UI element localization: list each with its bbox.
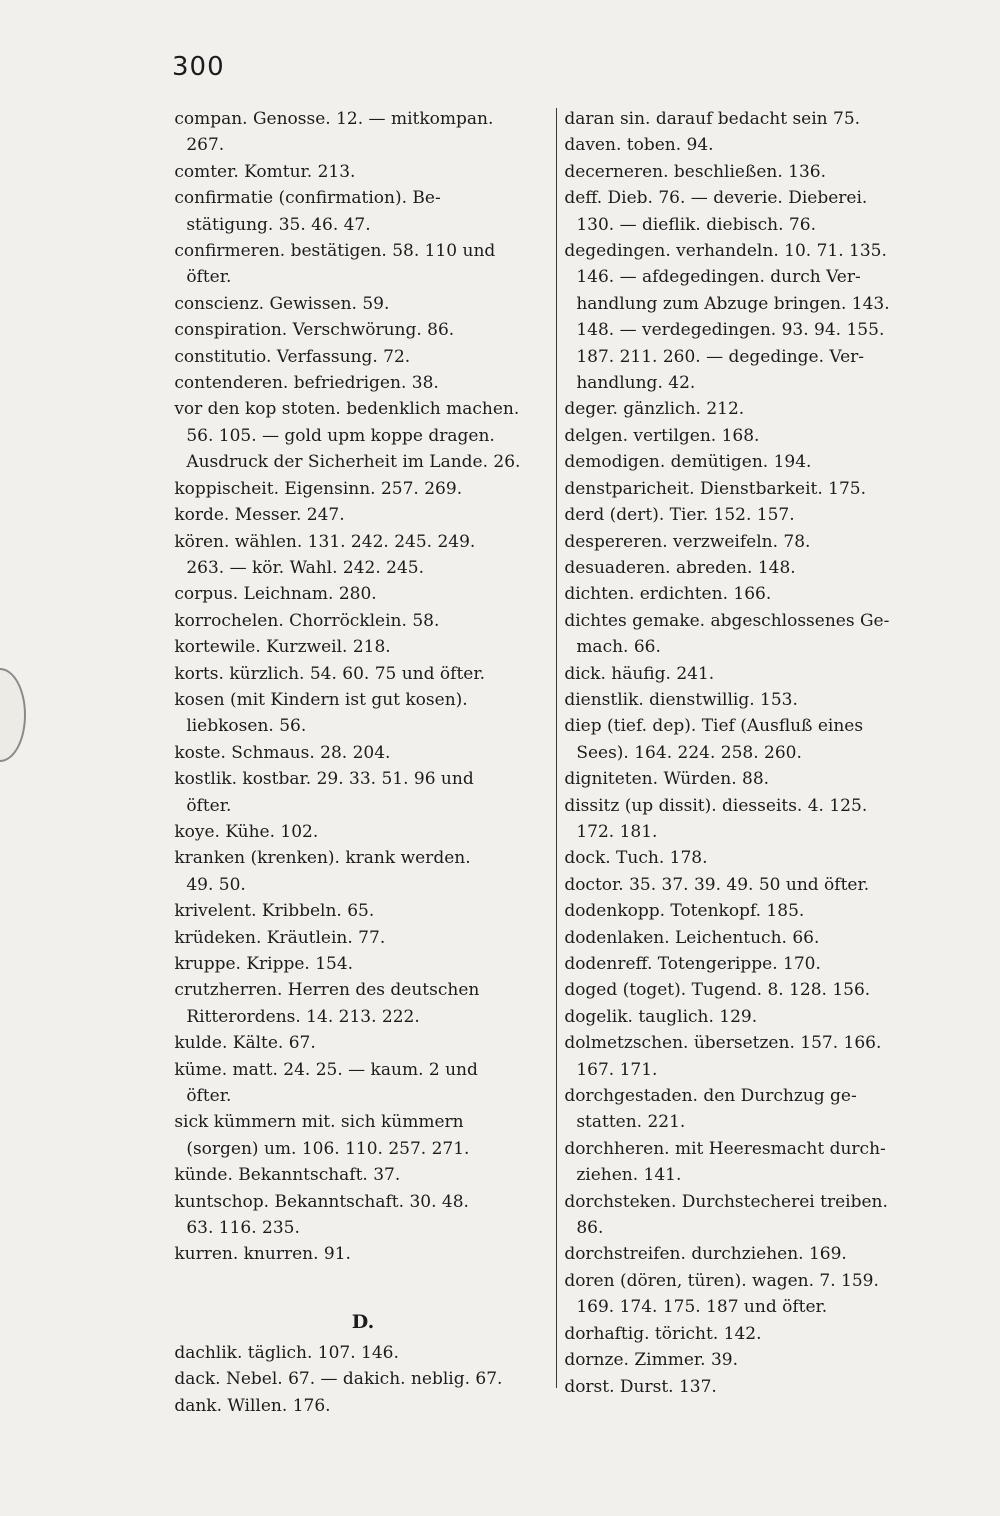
glossary-entry: [566, 872, 944, 898]
glossary-entry: [566, 925, 944, 951]
entry-line: dornze. Zimmer. 39.: [564, 1350, 738, 1371]
entry-line: dorst. Durst. 137.: [564, 1376, 717, 1397]
binding-hole: [0, 668, 26, 762]
entry-continuation: 146. — afdegedingen. durch Ver-: [576, 267, 861, 288]
entry-line: deger. gänzlich. 212.: [564, 399, 745, 420]
entry-continuation: liebkosen. 56.: [186, 716, 307, 737]
entry-line: koye. Kühe. 102.: [174, 821, 319, 842]
glossary-entry: [176, 1340, 550, 1366]
glossary-entry: [566, 159, 944, 185]
glossary-entry: [176, 819, 550, 845]
glossary-entry: [566, 608, 944, 661]
glossary-entry: [566, 898, 944, 924]
entry-continuation: stätigung. 35. 46. 47.: [186, 214, 371, 235]
entry-line: korts. kürzlich. 54. 60. 75 und öfter.: [174, 663, 486, 684]
glossary-entry: [566, 423, 944, 449]
entry-line: korrochelen. Chorröcklein. 58.: [174, 610, 440, 631]
entry-line: dorhaftig. töricht. 142.: [564, 1323, 762, 1344]
entry-line: confirmatie (confirmation). Be-: [174, 188, 441, 209]
entry-line: krivelent. Kribbeln. 65.: [174, 901, 375, 922]
entry-line: crutzherren. Herren des deutschen: [174, 980, 480, 1001]
entry-continuation: handlung zum Abzuge bringen. 143.: [576, 293, 890, 314]
column-divider: [556, 108, 557, 1388]
glossary-entry: [566, 502, 944, 528]
entry-line: derd (dert). Tier. 152. 157.: [564, 505, 795, 526]
entry-line: koppischeit. Eigensinn. 257. 269.: [174, 478, 463, 499]
entry-continuation: ziehen. 141.: [576, 1165, 682, 1186]
entry-line: despereren. verzweifeln. 78.: [564, 531, 811, 552]
entry-continuation: Sees). 164. 224. 258. 260.: [576, 742, 802, 763]
entry-continuation: öfter.: [186, 795, 232, 816]
entry-line: dichten. erdichten. 166.: [564, 584, 772, 605]
entry-line: kurren. knurren. 91.: [174, 1244, 351, 1265]
entry-continuation: öfter.: [186, 267, 232, 288]
entry-line: degedingen. verhandeln. 10. 71. 135.: [564, 241, 887, 262]
entry-continuation: 148. — verdegedingen. 93. 94. 155.: [576, 320, 885, 341]
glossary-entry: [176, 687, 550, 740]
glossary-entry: [566, 396, 944, 422]
section-letter-heading: D.: [351, 1310, 375, 1333]
entry-continuation: handlung. 42.: [576, 373, 696, 394]
glossary-entry: [566, 476, 944, 502]
glossary-entry: [566, 1189, 944, 1242]
glossary-entry: [176, 977, 550, 1030]
entry-line: küme. matt. 24. 25. — kaum. 2 und: [174, 1059, 478, 1080]
entry-line: dolmetzschen. übersetzen. 157. 166.: [564, 1033, 882, 1054]
entry-line: daran sin. darauf bedacht sein 75.: [564, 109, 861, 129]
entry-line: deff. Dieb. 76. — deverie. Dieberei.: [564, 188, 868, 209]
entry-continuation: 172. 181.: [576, 821, 658, 842]
glossary-entry: [176, 1366, 550, 1392]
glossary-entry: [176, 925, 550, 951]
glossary-entry: [566, 1321, 944, 1347]
glossary-entry: [566, 555, 944, 581]
glossary-entry: [176, 291, 550, 317]
entry-line: dorchheren. mit Heeresmacht durch-: [564, 1138, 886, 1159]
glossary-entry: [566, 713, 944, 766]
entry-line: korde. Messer. 247.: [174, 505, 345, 526]
glossary-entry: [176, 317, 550, 343]
entry-line: kranken (krenken). krank werden.: [174, 848, 471, 869]
glossary-entry: [176, 396, 550, 475]
glossary-entry: [566, 1347, 944, 1373]
glossary-entry: [176, 581, 550, 607]
glossary-entry: [176, 159, 550, 185]
entry-line: conscienz. Gewissen. 59.: [174, 293, 390, 314]
entry-continuation: 169. 174. 175. 187 und öfter.: [576, 1297, 828, 1318]
glossary-entry: [176, 476, 550, 502]
glossary-entry: [566, 1268, 944, 1321]
glossary-entry: [176, 1162, 550, 1188]
glossary-entry: [176, 529, 550, 582]
entry-line: vor den kop stoten. bedenklich machen.: [174, 399, 520, 420]
entry-continuation: 56. 105. — gold upm koppe dragen.: [186, 425, 495, 446]
entry-continuation: (sorgen) um. 106. 110. 257. 271.: [186, 1138, 470, 1159]
glossary-entry: [566, 845, 944, 871]
entry-line: dorchsteken. Durchstecherei treiben.: [564, 1191, 888, 1212]
entry-line: dichtes gemake. abgeschlossenes Ge-: [564, 610, 890, 631]
entry-line: dock. Tuch. 178.: [564, 848, 708, 869]
entry-line: dorchstreifen. durchziehen. 169.: [564, 1244, 847, 1265]
glossary-entry: [566, 529, 944, 555]
glossary-entry: [176, 951, 550, 977]
glossary-entry: [566, 687, 944, 713]
entry-line: delgen. vertilgen. 168.: [564, 425, 760, 446]
entry-line: dienstlik. dienstwillig. 153.: [564, 689, 798, 710]
entry-line: dank. Willen. 176.: [174, 1395, 331, 1416]
entry-line: doren (dören, türen). wagen. 7. 159.: [564, 1270, 879, 1291]
entry-line: dick. häufig. 241.: [564, 663, 715, 684]
entry-line: dodenkopp. Totenkopf. 185.: [564, 901, 805, 922]
entry-line: kulde. Kälte. 67.: [174, 1033, 316, 1054]
glossary-entry: [566, 1030, 944, 1083]
entry-line: corpus. Leichnam. 280.: [174, 584, 377, 605]
glossary-entry: [176, 740, 550, 766]
glossary-entry: [566, 185, 944, 238]
entry-line: denstparicheit. Dienstbarkeit. 175.: [564, 478, 867, 499]
glossary-entry: [176, 1393, 550, 1419]
left-column: [176, 106, 550, 1419]
entry-line: decerneren. beschließen. 136.: [564, 161, 827, 182]
entry-line: compan. Genosse. 12. — mitkompan.: [174, 109, 494, 129]
entry-line: krüdeken. Kräutlein. 77.: [174, 927, 386, 948]
entry-line: kostlik. kostbar. 29. 33. 51. 96 und: [174, 769, 474, 790]
glossary-entry: [176, 370, 550, 396]
glossary-entry: [176, 1189, 550, 1242]
entry-line: digniteten. Würden. 88.: [564, 769, 770, 790]
entry-line: dodenreff. Totengerippe. 170.: [564, 954, 821, 974]
entry-line: dodenlaken. Leichentuch. 66.: [564, 927, 820, 948]
glossary-entry: [176, 106, 550, 159]
glossary-entry: [566, 238, 944, 396]
glossary-entry: [176, 661, 550, 687]
glossary-entry: [176, 898, 550, 924]
entry-line: kören. wählen. 131. 242. 245. 249.: [174, 531, 476, 552]
glossary-entry: [176, 845, 550, 898]
entry-line: contenderen. befriedrigen. 38.: [174, 373, 439, 394]
entry-line: conspiration. Verschwörung. 86.: [174, 320, 455, 341]
glossary-entry: [566, 661, 944, 687]
entry-continuation: mach. 66.: [576, 637, 661, 658]
glossary-entry: [176, 185, 550, 238]
glossary-entry: [566, 1374, 944, 1400]
entry-line: dorchgestaden. den Durchzug ge-: [564, 1086, 857, 1107]
glossary-entry: [566, 1083, 944, 1136]
entry-line: confirmeren. bestätigen. 58. 110 und: [174, 241, 496, 262]
entry-continuation: 263. — kör. Wahl. 242. 245.: [186, 557, 425, 578]
glossary-entry: [566, 766, 944, 792]
entry-continuation: Ausdruck der Sicherheit im Lande. 26.: [186, 452, 521, 473]
glossary-entry: [566, 1241, 944, 1267]
glossary-entry: [566, 106, 944, 132]
entry-line: desuaderen. abreden. 148.: [564, 557, 796, 578]
glossary-entry: [176, 634, 550, 660]
entry-line: sick kümmern mit. sich kümmern: [174, 1112, 464, 1133]
entry-line: doged (toget). Tugend. 8. 128. 156.: [564, 980, 871, 1001]
entry-continuation: 86.: [576, 1218, 604, 1239]
entry-line: dack. Nebel. 67. — dakich. neblig. 67.: [174, 1369, 503, 1390]
glossary-entry: [566, 449, 944, 475]
glossary-entry: [176, 344, 550, 370]
entry-line: constitutio. Verfassung. 72.: [174, 346, 411, 367]
entry-line: dachlik. täglich. 107. 146.: [174, 1342, 399, 1363]
entry-continuation: 167. 171.: [576, 1059, 658, 1080]
glossary-entry: [176, 608, 550, 634]
glossary-entry: [176, 502, 550, 528]
glossary-entry: [176, 1241, 550, 1267]
entry-continuation: 267.: [186, 135, 225, 156]
entry-line: koste. Schmaus. 28. 204.: [174, 742, 391, 763]
glossary-entry: [176, 238, 550, 291]
entry-line: demodigen. demütigen. 194.: [564, 452, 812, 473]
glossary-entry: [566, 951, 944, 977]
entry-line: kosen (mit Kindern ist gut kosen).: [174, 689, 468, 710]
glossary-entry: [566, 1004, 944, 1030]
entry-continuation: Ritterordens. 14. 213. 222.: [186, 1006, 420, 1027]
entry-continuation: öfter.: [186, 1086, 232, 1107]
entry-line: kruppe. Krippe. 154.: [174, 954, 354, 974]
entry-continuation: 187. 211. 260. — degedinge. Ver-: [576, 346, 865, 367]
glossary-entry: [566, 1136, 944, 1189]
entry-continuation: 63. 116. 235.: [186, 1218, 300, 1239]
entry-line: kortewile. Kurzweil. 218.: [174, 637, 391, 658]
entry-line: diep (tief. dep). Tief (Ausfluß eines: [564, 716, 864, 737]
glossary-entry: [176, 1109, 550, 1162]
glossary-entry: [176, 766, 550, 819]
glossary-entry: [176, 1030, 550, 1056]
entry-line: doctor. 35. 37. 39. 49. 50 und öfter.: [564, 874, 870, 895]
entry-line: dogelik. tauglich. 129.: [564, 1006, 758, 1027]
entry-line: kuntschop. Bekanntschaft. 30. 48.: [174, 1191, 469, 1212]
glossary-entry: [566, 581, 944, 607]
right-column: [566, 106, 944, 1400]
entry-continuation: 49. 50.: [186, 874, 246, 895]
page-number: 300: [172, 52, 225, 82]
glossary-entry: [566, 793, 944, 846]
glossary-entry: [566, 977, 944, 1003]
entry-line: comter. Komtur. 213.: [174, 161, 356, 182]
entry-continuation: statten. 221.: [576, 1112, 686, 1133]
entry-line: dissitz (up dissit). diesseits. 4. 125.: [564, 795, 868, 816]
glossary-entry: [566, 132, 944, 158]
entry-line: künde. Bekanntschaft. 37.: [174, 1165, 401, 1186]
entry-continuation: 130. — dieflik. diebisch. 76.: [576, 214, 816, 235]
entry-line: daven. toben. 94.: [564, 135, 714, 156]
glossary-entry: [176, 1057, 550, 1110]
